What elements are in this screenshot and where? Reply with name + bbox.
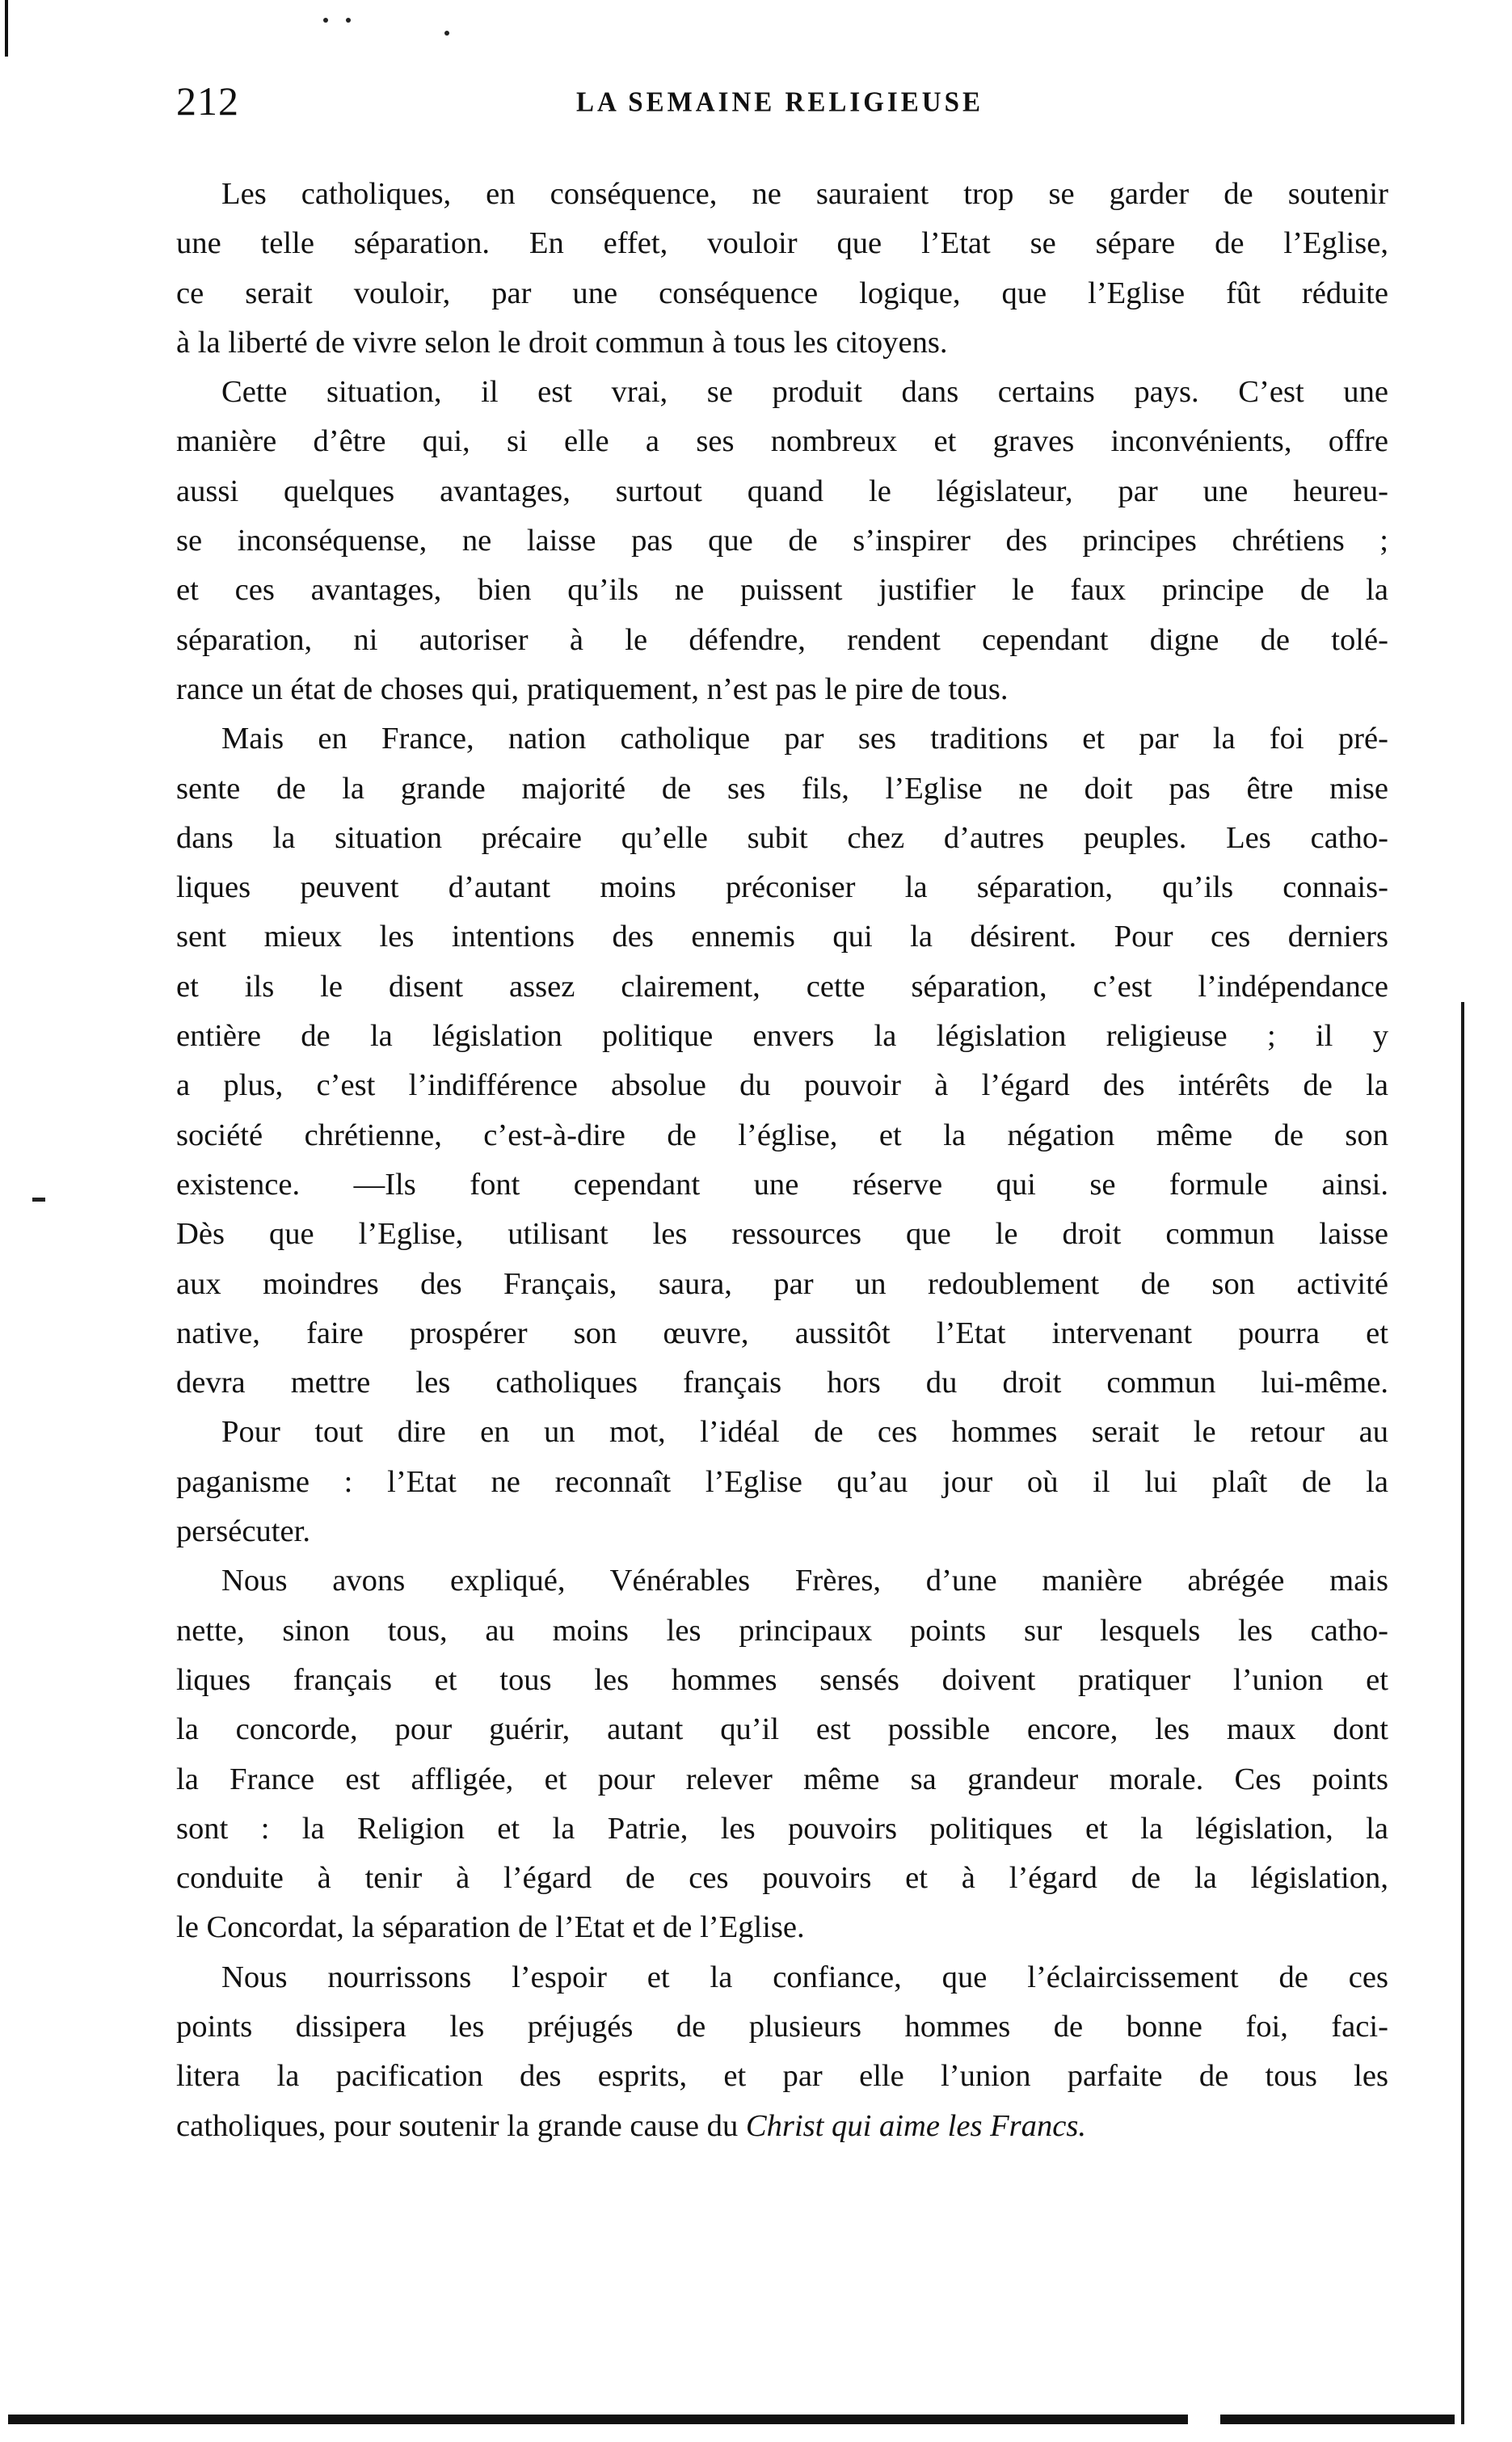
text-line: Mais en France, nation catholique par ses traditions et par la foi pré- — [221, 722, 1388, 756]
text-line-final — [176, 2102, 1388, 2151]
body-text — [176, 170, 1388, 2151]
text-line: manière d’être qui, si elle a ses nombreux et graves inconvénients, offre — [176, 424, 1388, 459]
text-line: liques peuvent d’autant moins préconiser la séparation, qu’ils connais- — [176, 870, 1388, 905]
text-line: sente de la grande majorité de ses fils, l’Eglise ne doit pas être mise — [176, 771, 1388, 806]
text-line: séparation, ni autoriser à le défendre, rendent cependant digne de tolé- — [176, 622, 1388, 657]
text-line: sent mieux les intentions des ennemis qui la désirent. Pour ces derniers — [176, 920, 1388, 954]
text-line: aussi quelques avantages, surtout quand le législateur, par une heureu- — [176, 474, 1388, 508]
text-line: aux moindres des Français, saura, par un redoublement de son activité — [176, 1266, 1388, 1301]
text-line: rance un état de choses qui, pratiquement, n’est pas le pire de tous. — [176, 672, 1009, 706]
text-line: liques français et tous les hommes sensés doivent pratiquer l’union et — [176, 1662, 1388, 1697]
text-line: Pour tout dire en un mot, l’idéal de ces hommes serait le retour au — [221, 1415, 1388, 1450]
page-right-edge-line — [1461, 1002, 1464, 2424]
page-bottom-edge-line — [8, 2415, 1455, 2424]
page-bottom-edge-gap — [1188, 2415, 1220, 2424]
scan-specks — [323, 15, 453, 39]
text-line: Cette situation, il est vrai, se produit dans certains pays. C’est une — [221, 375, 1388, 410]
text-line: se inconséquense, ne laisse pas que de s’inspirer des principes chrétiens ; — [176, 524, 1388, 558]
text-line: la France est affligée, et pour relever même sa grandeur morale. Ces points — [176, 1762, 1388, 1796]
text-line: société chrétienne, c’est-à-dire de l’église, et la négation même de son — [176, 1118, 1388, 1152]
text-line: entière de la législation politique envers la législation religieuse ; il y — [176, 1019, 1388, 1054]
text-line: Nous avons expliqué, Vénérables Frères, d’une manière abrégée mais — [221, 1564, 1388, 1598]
text-line: à la liberté de vivre selon le droit commun à tous les citoyens. — [176, 325, 948, 360]
text-line: nette, sinon tous, au moins les principaux points sur lesquels les catho- — [176, 1613, 1388, 1648]
text-line: et ces avantages, bien qu’ils ne puissent justifier le faux principe de la — [176, 573, 1388, 608]
running-head: LA SEMAINE RELIGIEUSE — [576, 87, 983, 118]
text-line: litera la pacification des esprits, et par elle l’union parfaite de tous les — [176, 2059, 1388, 2094]
text-line: native, faire prospérer son œuvre, aussitôt l’Etat intervenant pourra et — [176, 1316, 1388, 1350]
page-number: 212 — [176, 78, 239, 124]
text-line: Nous nourrissons l’espoir et la confiance, que l’éclaircissement de ces — [221, 1960, 1388, 1994]
text-line: et ils le disent assez clairement, cette séparation, c’est l’indépendance — [176, 969, 1388, 1004]
text-line: existence. —Ils font cependant une réserve qui se formule ainsi. — [176, 1167, 1388, 1202]
text-line: conduite à tenir à l’égard de ces pouvoirs et à l’égard de la législation, — [176, 1861, 1388, 1896]
text-line: le Concordat, la séparation de l’Etat et de l’Eglise. — [176, 1910, 805, 1945]
text-line: devra mettre les catholiques français hors du droit commun lui-même. — [176, 1366, 1388, 1400]
text-line: ce serait vouloir, par une conséquence logique, que l’Eglise fût réduite — [176, 276, 1388, 310]
final-line-italic-phrase: Christ qui aime les Francs. — [745, 2108, 1087, 2143]
margin-mark — [32, 1198, 45, 1202]
text-line: paganisme : l’Etat ne reconnaît l’Eglise qu’au jour où il lui plaît de la — [176, 1464, 1388, 1499]
text-line: Les catholiques, en conséquence, ne sauraient trop se garder de soutenir — [221, 177, 1388, 211]
final-line-text: catholiques, pour soutenir la grande cause du — [176, 2108, 746, 2143]
text-line: une telle séparation. En effet, vouloir que l’Etat se sépare de l’Eglise, — [176, 226, 1388, 261]
text-line: sont : la Religion et la Patrie, les pouvoirs politiques et la législation, la — [176, 1811, 1388, 1846]
text-line: dans la situation précaire qu’elle subit chez d’autres peuples. Les catho- — [176, 820, 1388, 855]
text-line: persécuter. — [176, 1514, 311, 1549]
text-line: points dissipera les préjugés de plusieurs hommes de bonne foi, faci- — [176, 2009, 1388, 2044]
page-header — [176, 77, 1388, 141]
text-line: a plus, c’est l’indifférence absolue du pouvoir à l’égard des intérêts de la — [176, 1068, 1388, 1103]
text-line: Dès que l’Eglise, utilisant les ressources que le droit commun laisse — [176, 1217, 1388, 1252]
text-line: la concorde, pour guérir, autant qu’il est possible encore, les maux dont — [176, 1712, 1388, 1747]
scan-edge-mark — [5, 0, 8, 57]
